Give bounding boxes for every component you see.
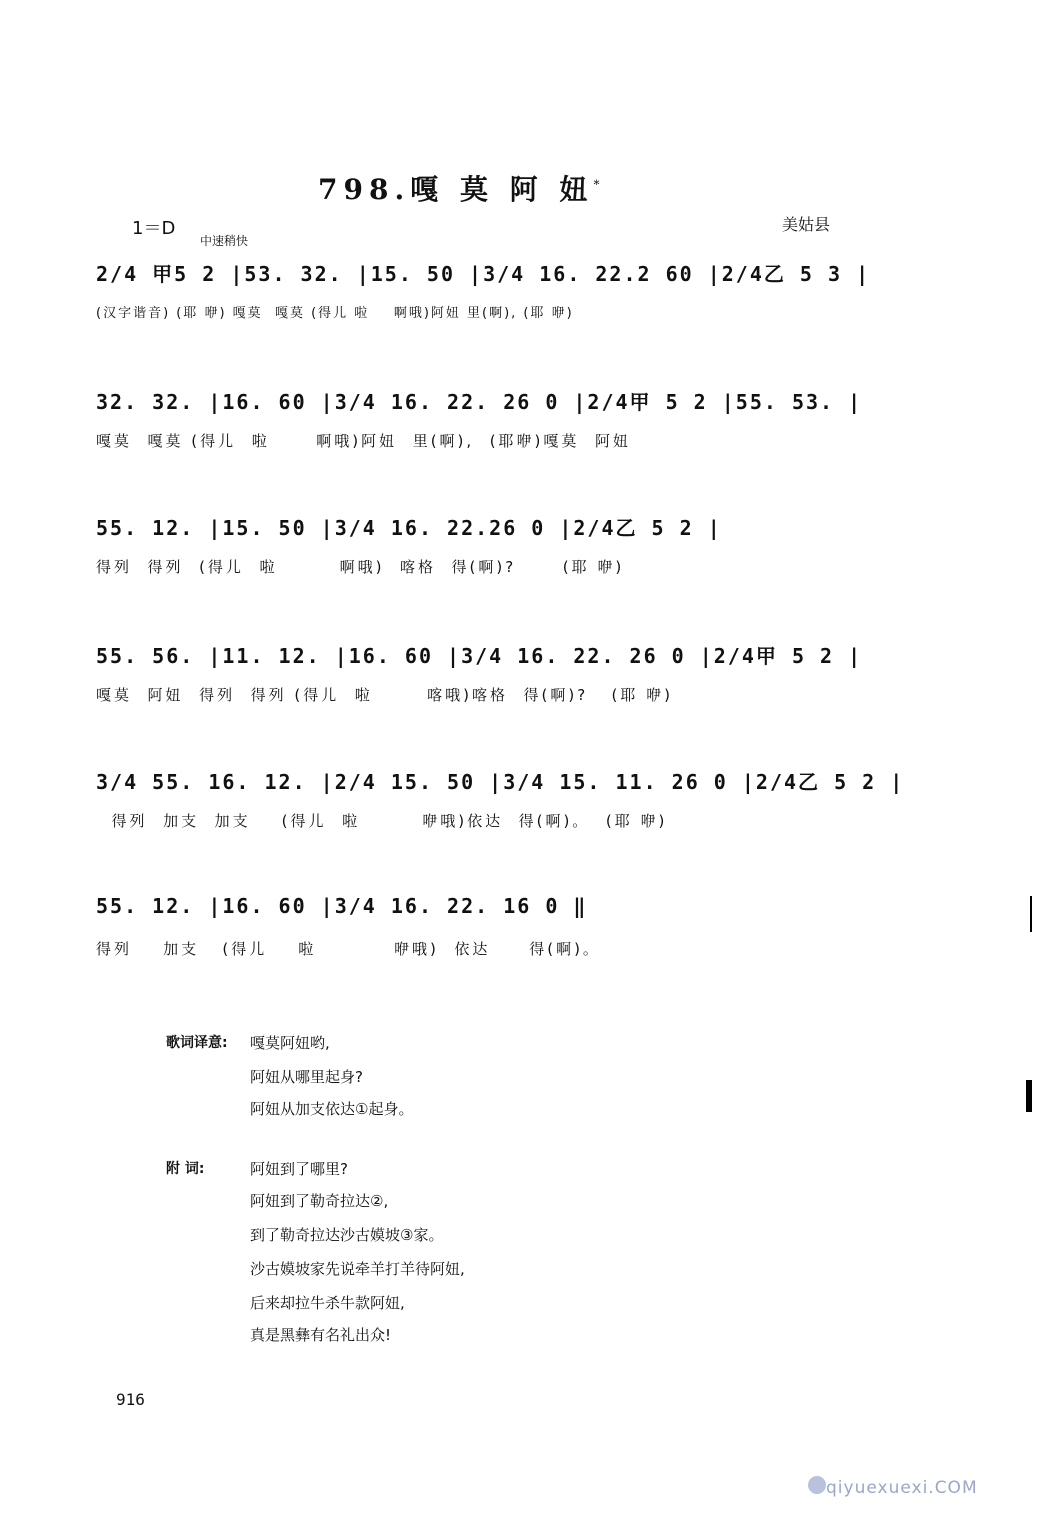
scan-edge-mark (1026, 1080, 1032, 1112)
score-line-6 (0, 894, 1054, 1004)
notation-line: 3/4 55. 16. 12. |2/4 15. 50 |3/4 15. 11. 26 0 |2/4乙 5 2 | (96, 770, 905, 794)
watermark-text: qiyuexuexi.COM (826, 1478, 978, 1498)
translation-line: 嘎莫阿妞哟, (250, 1034, 330, 1052)
appendix-line: 沙古嫫坡家先说牵羊打羊待阿妞, (250, 1260, 465, 1278)
lyrics-line: 嘎莫 阿妞 得列 得列 (得儿 啦 喀哦)喀格 得(啊)? (耶 咿) (96, 686, 673, 704)
page-number: 916 (116, 1390, 145, 1409)
key-signature: 1＝D (132, 218, 176, 239)
scan-edge-mark (1030, 896, 1032, 932)
notation-line: 32. 32. |16. 60 |3/4 16. 22. 26 0 |2/4甲 5 2 |55. 53. | (96, 390, 863, 414)
appendix-line: 阿妞到了勒奇拉达②, (250, 1192, 389, 1210)
score-line-4 (0, 640, 1054, 750)
notation-line: 55. 12. |15. 50 |3/4 16. 22.26 0 |2/4乙 5 2 | (96, 516, 722, 540)
song-number: 798. (318, 173, 411, 206)
lyrics-line: 得列 加支 (得儿 啦 咿哦) 依达 得(啊)。 (96, 940, 601, 958)
title-footnote-mark: * (593, 177, 606, 192)
notation-line: 55. 56. |11. 12. |16. 60 |3/4 16. 22. 26 0 |2/4甲 5 2 | (96, 644, 863, 668)
notation-line: 2/4 甲5 2 |53. 32. |15. 50 |3/4 16. 22.2 60 |2/4乙 5 3 | (96, 262, 871, 286)
lyrics-line: (汉字谐音) (耶 咿) 嘎莫 嘎莫 (得儿 啦 啊哦)阿妞 里(啊), (耶 咿) (96, 306, 574, 321)
score-line-1 (0, 258, 1054, 368)
appendix-line: 真是黑彝有名礼出众! (250, 1326, 392, 1344)
translation-line: 阿妞从加支依达①起身。 (250, 1100, 414, 1118)
region-label: 美姑县 (782, 215, 831, 234)
watermark-logo-icon (808, 1476, 826, 1494)
song-title (318, 168, 605, 208)
appendix-line: 阿妞到了哪里? (250, 1160, 348, 1178)
lyrics-line: 得列 得列 (得儿 啦 啊哦) 喀格 得(啊)? (耶 咿) (96, 558, 625, 576)
tempo-marking: 中速稍快 (200, 234, 249, 248)
notation-line: 55. 12. |16. 60 |3/4 16. 22. 16 0 ‖ (96, 894, 588, 918)
score-line-2 (0, 386, 1054, 496)
lyrics-line: 得列 加支 加支 (得儿 啦 咿哦)依达 得(啊)。 (耶 咿) (96, 812, 668, 830)
translation-label: 歌词译意: (166, 1035, 228, 1051)
score-line-3 (0, 512, 1054, 622)
score-line-5 (0, 766, 1054, 876)
lyrics-line: 嘎莫 嘎莫 (得儿 啦 啊哦)阿妞 里(啊), (耶咿)嘎莫 阿妞 (96, 432, 631, 450)
appendix-line: 后来却拉牛杀牛款阿妞, (250, 1294, 405, 1312)
appendix-label: 附 词: (166, 1161, 205, 1177)
song-name: 嘎 莫 阿 妞 (410, 173, 594, 206)
translation-line: 阿妞从哪里起身? (250, 1068, 363, 1086)
appendix-line: 到了勒奇拉达沙古嫫坡③家。 (250, 1226, 444, 1244)
